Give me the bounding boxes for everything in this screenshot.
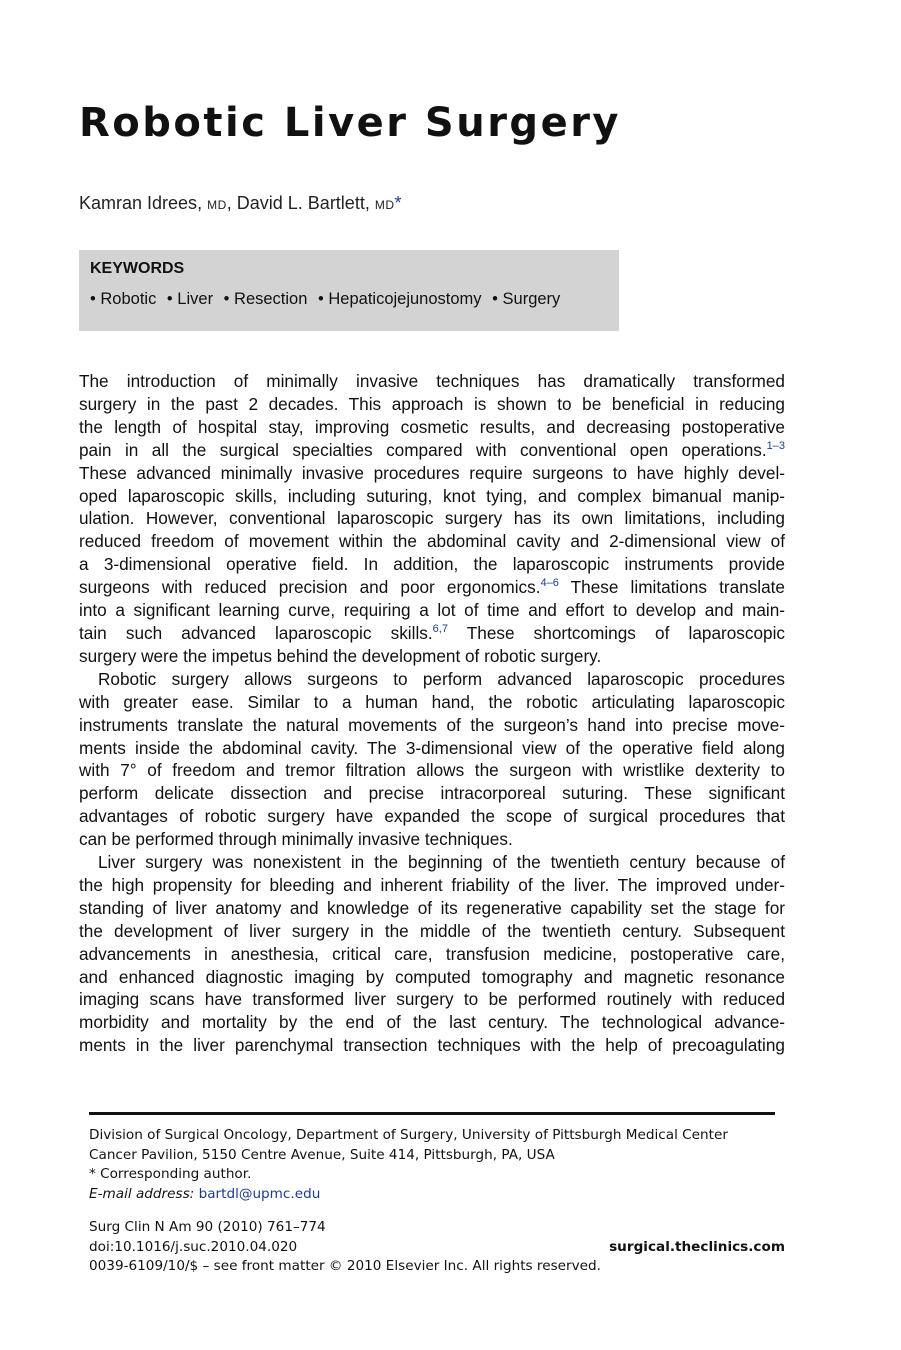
- text-segment: surgeons with reduced precision and poor ergonomics.: [79, 577, 541, 598]
- text-line: a 3-dimensional operative field. In addition, the laparoscopic instruments provide: [79, 554, 785, 575]
- text-line: ulation. However, conventional laparoscopic surgery has its own limitations, including: [79, 508, 785, 529]
- author-degree: MD: [207, 198, 227, 212]
- keywords-heading: KEYWORDS: [90, 260, 185, 277]
- author-degree: MD: [374, 198, 395, 212]
- keyword-item: • Hepaticojejunostomy: [318, 290, 482, 308]
- reference-link[interactable]: 6,7: [432, 622, 448, 635]
- text-line: Liver surgery was nonexistent in the beginning of the twentieth century because of: [98, 852, 785, 873]
- keyword-item: • Robotic: [90, 290, 156, 308]
- text-line: the development of liver surgery in the middle of the twentieth century. Subsequent: [79, 920, 785, 941]
- text-line: Robotic surgery allows surgeons to perform advanced laparoscopic procedures: [98, 668, 785, 689]
- text-line: can be performed through minimally invasive techniques.: [79, 829, 513, 850]
- text-segment: pain in all the surgical specialties compared with conventional open operations.: [79, 439, 767, 460]
- article-body: [79, 370, 785, 1057]
- text-line: surgery were the impetus behind the development of robotic surgery.: [79, 645, 602, 666]
- text-line: [79, 622, 785, 645]
- author-separator: ,: [226, 193, 237, 213]
- text-line: with 7° of freedom and tremor filtration allows the surgeon with wristlike dexterity to: [79, 760, 785, 781]
- text-line: reduced freedom of movement within the abdominal cavity and 2-dimensional view of: [79, 531, 785, 552]
- email-link[interactable]: bartdl@upmc.edu: [198, 1185, 321, 1202]
- affiliation-line: Cancer Pavilion, 5150 Centre Avenue, Suite 414, Pittsburgh, PA, USA: [89, 1146, 555, 1163]
- text-line: advantages of robotic surgery have expanded the scope of surgical procedures that: [79, 806, 785, 827]
- email-line: [89, 1185, 728, 1205]
- footnote-block: [89, 1126, 728, 1204]
- text-line: perform delicate dissection and precise intracorporeal suturing. These significant: [79, 783, 785, 804]
- paragraph-1: [79, 370, 785, 668]
- text-line: the length of hospital stay, improving cosmetic results, and decreasing postoperative: [79, 416, 785, 437]
- text-line: instruments translate the natural movements of the surgeon’s hand into precise move-: [79, 714, 785, 735]
- text-line: ments in the liver parenchymal transection techniques with the help of precoagulating: [79, 1035, 785, 1056]
- keywords-list: [90, 290, 560, 309]
- paragraph-3: [79, 851, 785, 1057]
- text-segment: These shortcomings of laparoscopic: [447, 622, 785, 643]
- keyword-item: • Surgery: [492, 290, 560, 308]
- text-line: ments inside the abdominal cavity. The 3-dimensional view of the operative field along: [79, 737, 785, 758]
- website-link[interactable]: surgical.theclinics.com: [609, 1239, 785, 1255]
- citation-block: [89, 1218, 601, 1277]
- text-line: into a significant learning curve, requiring a lot of time and effort to develop and main-: [79, 600, 785, 621]
- text-line: the high propensity for bleeding and inherent friability of the liver. The improved under-: [79, 874, 785, 895]
- text-line: The introduction of minimally invasive techniques has dramatically transformed: [79, 371, 785, 391]
- text-line: surgery in the past 2 decades. This approach is shown to be beneficial in reducing: [79, 393, 785, 414]
- author-name: Kamran Idrees: [79, 193, 198, 213]
- text-line: imaging scans have transformed liver surgery to be performed routinely with reduced: [79, 989, 785, 1010]
- text-line: These advanced minimally invasive procedures require surgeons to have highly devel-: [79, 462, 785, 483]
- reference-link[interactable]: 4–6: [540, 577, 559, 590]
- reference-link[interactable]: 1–3: [766, 439, 785, 452]
- keyword-item: • Resection: [224, 290, 308, 308]
- text-line: with greater ease. Similar to a human hand, the robotic articulating laparoscopic: [79, 691, 785, 712]
- footnote-divider: [89, 1112, 775, 1115]
- author-separator: ,: [364, 193, 375, 213]
- text-line: advancements in anesthesia, critical care, transfusion medicine, postoperative care,: [79, 943, 785, 964]
- email-label: E-mail address:: [89, 1185, 195, 1202]
- text-line: morbidity and mortality by the end of the last century. The technological advance-: [79, 1012, 785, 1033]
- text-segment: These limitations translate: [558, 577, 785, 598]
- text-line: standing of liver anatomy and knowledge of its regenerative capability set the stage for: [79, 897, 785, 918]
- text-line: [79, 439, 785, 462]
- text-line: oped laparoscopic skills, including suturing, knot tying, and complex bimanual manip-: [79, 485, 785, 506]
- text-line: [79, 576, 785, 599]
- paragraph-2: [79, 668, 785, 851]
- copyright-line: 0039-6109/10/$ – see front matter © 2010 Elsevier Inc. All rights reserved.: [89, 1258, 601, 1275]
- author-line: [79, 193, 402, 214]
- doi-link[interactable]: doi:10.1016/j.suc.2010.04.020: [89, 1238, 298, 1255]
- journal-citation: Surg Clin N Am 90 (2010) 761–774: [89, 1219, 326, 1235]
- keywords-box: [79, 250, 619, 331]
- text-line: and enhanced diagnostic imaging by computed tomography and magnetic resonance: [79, 966, 785, 987]
- corresponding-author-note: * Corresponding author.: [89, 1166, 252, 1183]
- keyword-item: • Liver: [167, 290, 213, 308]
- text-segment: tain such advanced laparoscopic skills.: [79, 622, 433, 643]
- article-title: Robotic Liver Surgery: [79, 100, 621, 146]
- author-separator: ,: [197, 193, 208, 213]
- author-name: David L. Bartlett: [236, 193, 365, 213]
- corresponding-author-link[interactable]: *: [394, 193, 402, 213]
- affiliation-line: Division of Surgical Oncology, Department of Surgery, University of Pittsburgh Medical Center: [89, 1127, 728, 1143]
